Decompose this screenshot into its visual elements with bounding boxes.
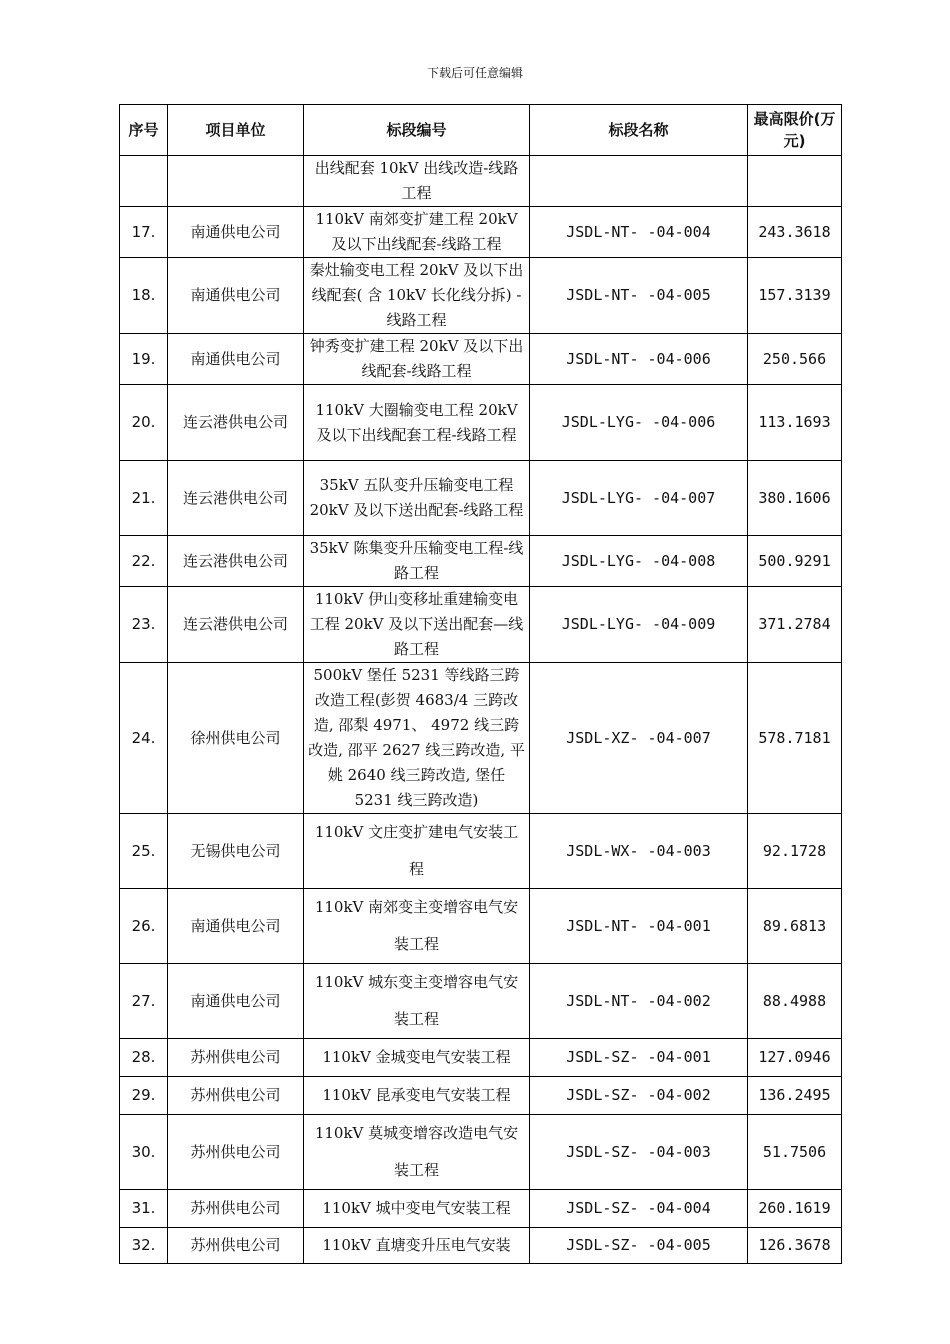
cell-section-code: JSDL-WX- -04-003	[530, 814, 748, 889]
cell-section-name: 110kV 南郊变主变增容电气安装工程	[304, 889, 530, 964]
cell-max-price: 126.3678	[748, 1228, 842, 1264]
cell-unit	[168, 156, 304, 207]
cell-max-price: 243.3618	[748, 207, 842, 258]
cell-max-price: 113.1693	[748, 385, 842, 461]
cell-unit: 南通供电公司	[168, 889, 304, 964]
table-row	[120, 964, 842, 1039]
cell-unit: 苏州供电公司	[168, 1228, 304, 1264]
table-row	[120, 1228, 842, 1264]
cell-section-code: JSDL-LYG- -04-008	[530, 536, 748, 587]
cell-seq: 22.	[120, 536, 168, 587]
cell-seq: 27.	[120, 964, 168, 1039]
cell-max-price: 380.1606	[748, 461, 842, 536]
cell-section-code: JSDL-XZ- -04-007	[530, 663, 748, 814]
table-body	[120, 156, 842, 1264]
cell-unit: 连云港供电公司	[168, 385, 304, 461]
cell-section-name: 钟秀变扩建工程 20kV 及以下出线配套-线路工程	[304, 334, 530, 385]
cell-seq: 23.	[120, 587, 168, 663]
cell-section-name: 110kV 大圈输变电工程 20kV 及以下出线配套工程-线路工程	[304, 385, 530, 461]
table-row	[120, 1115, 842, 1190]
cell-section-code: JSDL-SZ- -04-001	[530, 1039, 748, 1077]
cell-max-price: 51.7506	[748, 1115, 842, 1190]
cell-unit: 连云港供电公司	[168, 536, 304, 587]
table-row	[120, 1190, 842, 1228]
cell-section-code: JSDL-SZ- -04-005	[530, 1228, 748, 1264]
cell-section-name: 110kV 金城变电气安装工程	[304, 1039, 530, 1077]
cell-seq: 17.	[120, 207, 168, 258]
column-header-code: 标段编号	[304, 105, 530, 156]
table-row	[120, 385, 842, 461]
cell-seq: 21.	[120, 461, 168, 536]
table-header-row	[120, 105, 842, 156]
cell-seq: 19.	[120, 334, 168, 385]
table-row	[120, 258, 842, 334]
cell-max-price: 371.2784	[748, 587, 842, 663]
cell-unit: 南通供电公司	[168, 964, 304, 1039]
table-row	[120, 536, 842, 587]
cell-max-price: 89.6813	[748, 889, 842, 964]
cell-max-price: 136.2495	[748, 1077, 842, 1115]
cell-seq: 28.	[120, 1039, 168, 1077]
cell-section-code: JSDL-LYG- -04-006	[530, 385, 748, 461]
cell-unit: 苏州供电公司	[168, 1077, 304, 1115]
cell-section-name: 500kV 堡任 5231 等线路三跨改造工程(彭贺 4683/4 三跨改造, 邵梨 4971、 4972 线三跨改造, 邵平 2627 线三跨改造, 平姚 2640 线三跨改造, 堡任 5231 线三跨改造)	[304, 663, 530, 814]
cell-unit: 连云港供电公司	[168, 461, 304, 536]
cell-section-name: 35kV 陈集变升压输变电工程-线路工程	[304, 536, 530, 587]
cell-section-name: 110kV 直塘变升压电气安装	[304, 1228, 530, 1264]
cell-unit: 苏州供电公司	[168, 1039, 304, 1077]
cell-seq: 29.	[120, 1077, 168, 1115]
table-row	[120, 587, 842, 663]
cell-unit: 苏州供电公司	[168, 1115, 304, 1190]
table-row	[120, 1039, 842, 1077]
cell-seq: 24.	[120, 663, 168, 814]
cell-unit: 连云港供电公司	[168, 587, 304, 663]
cell-section-name: 出线配套 10kV 出线改造-线路工程	[304, 156, 530, 207]
cell-unit: 南通供电公司	[168, 258, 304, 334]
cell-seq: 32.	[120, 1228, 168, 1264]
cell-section-code: JSDL-NT- -04-006	[530, 334, 748, 385]
cell-unit: 南通供电公司	[168, 207, 304, 258]
bid-section-table	[119, 104, 842, 1264]
cell-section-code: JSDL-NT- -04-004	[530, 207, 748, 258]
cell-seq: 31.	[120, 1190, 168, 1228]
cell-section-code: JSDL-SZ- -04-003	[530, 1115, 748, 1190]
cell-seq: 18.	[120, 258, 168, 334]
cell-max-price: 250.566	[748, 334, 842, 385]
cell-section-code: JSDL-NT- -04-002	[530, 964, 748, 1039]
cell-seq: 26.	[120, 889, 168, 964]
cell-section-name: 110kV 城中变电气安装工程	[304, 1190, 530, 1228]
cell-section-name: 35kV 五队变升压输变电工程 20kV 及以下送出配套-线路工程	[304, 461, 530, 536]
table-row	[120, 1077, 842, 1115]
cell-max-price: 88.4988	[748, 964, 842, 1039]
column-header-name: 标段名称	[530, 105, 748, 156]
cell-section-name: 110kV 城东变主变增容电气安装工程	[304, 964, 530, 1039]
cell-seq: 20.	[120, 385, 168, 461]
cell-unit: 南通供电公司	[168, 334, 304, 385]
column-header-seq: 序号	[120, 105, 168, 156]
page-header: 下载后可任意编辑	[426, 66, 523, 80]
cell-seq: 25.	[120, 814, 168, 889]
cell-section-code: JSDL-SZ- -04-002	[530, 1077, 748, 1115]
cell-max-price: 92.1728	[748, 814, 842, 889]
table-row	[120, 156, 842, 207]
table-row	[120, 207, 842, 258]
table-row	[120, 461, 842, 536]
cell-unit: 徐州供电公司	[168, 663, 304, 814]
table-row	[120, 889, 842, 964]
cell-seq: 30.	[120, 1115, 168, 1190]
cell-unit: 苏州供电公司	[168, 1190, 304, 1228]
cell-section-name: 110kV 伊山变移址重建输变电工程 20kV 及以下送出配套—线路工程	[304, 587, 530, 663]
cell-section-code	[530, 156, 748, 207]
cell-max-price	[748, 156, 842, 207]
cell-max-price: 127.0946	[748, 1039, 842, 1077]
cell-section-code: JSDL-LYG- -04-009	[530, 587, 748, 663]
column-header-price: 最高限价(万元)	[748, 105, 842, 156]
cell-max-price: 578.7181	[748, 663, 842, 814]
table-row	[120, 814, 842, 889]
cell-section-name: 110kV 昆承变电气安装工程	[304, 1077, 530, 1115]
cell-section-code: JSDL-NT- -04-001	[530, 889, 748, 964]
cell-section-code: JSDL-LYG- -04-007	[530, 461, 748, 536]
cell-seq	[120, 156, 168, 207]
cell-section-name: 秦灶输变电工程 20kV 及以下出线配套( 含 10kV 长化线分拆) -线路工程	[304, 258, 530, 334]
table-row	[120, 663, 842, 814]
cell-unit: 无锡供电公司	[168, 814, 304, 889]
cell-max-price: 260.1619	[748, 1190, 842, 1228]
cell-section-code: JSDL-NT- -04-005	[530, 258, 748, 334]
cell-section-name: 110kV 南郊变扩建工程 20kV 及以下出线配套-线路工程	[304, 207, 530, 258]
column-header-unit: 项目单位	[168, 105, 304, 156]
table-row	[120, 334, 842, 385]
cell-section-name: 110kV 文庄变扩建电气安装工程	[304, 814, 530, 889]
cell-section-name: 110kV 莫城变增容改造电气安装工程	[304, 1115, 530, 1190]
cell-section-code: JSDL-SZ- -04-004	[530, 1190, 748, 1228]
cell-max-price: 500.9291	[748, 536, 842, 587]
cell-max-price: 157.3139	[748, 258, 842, 334]
